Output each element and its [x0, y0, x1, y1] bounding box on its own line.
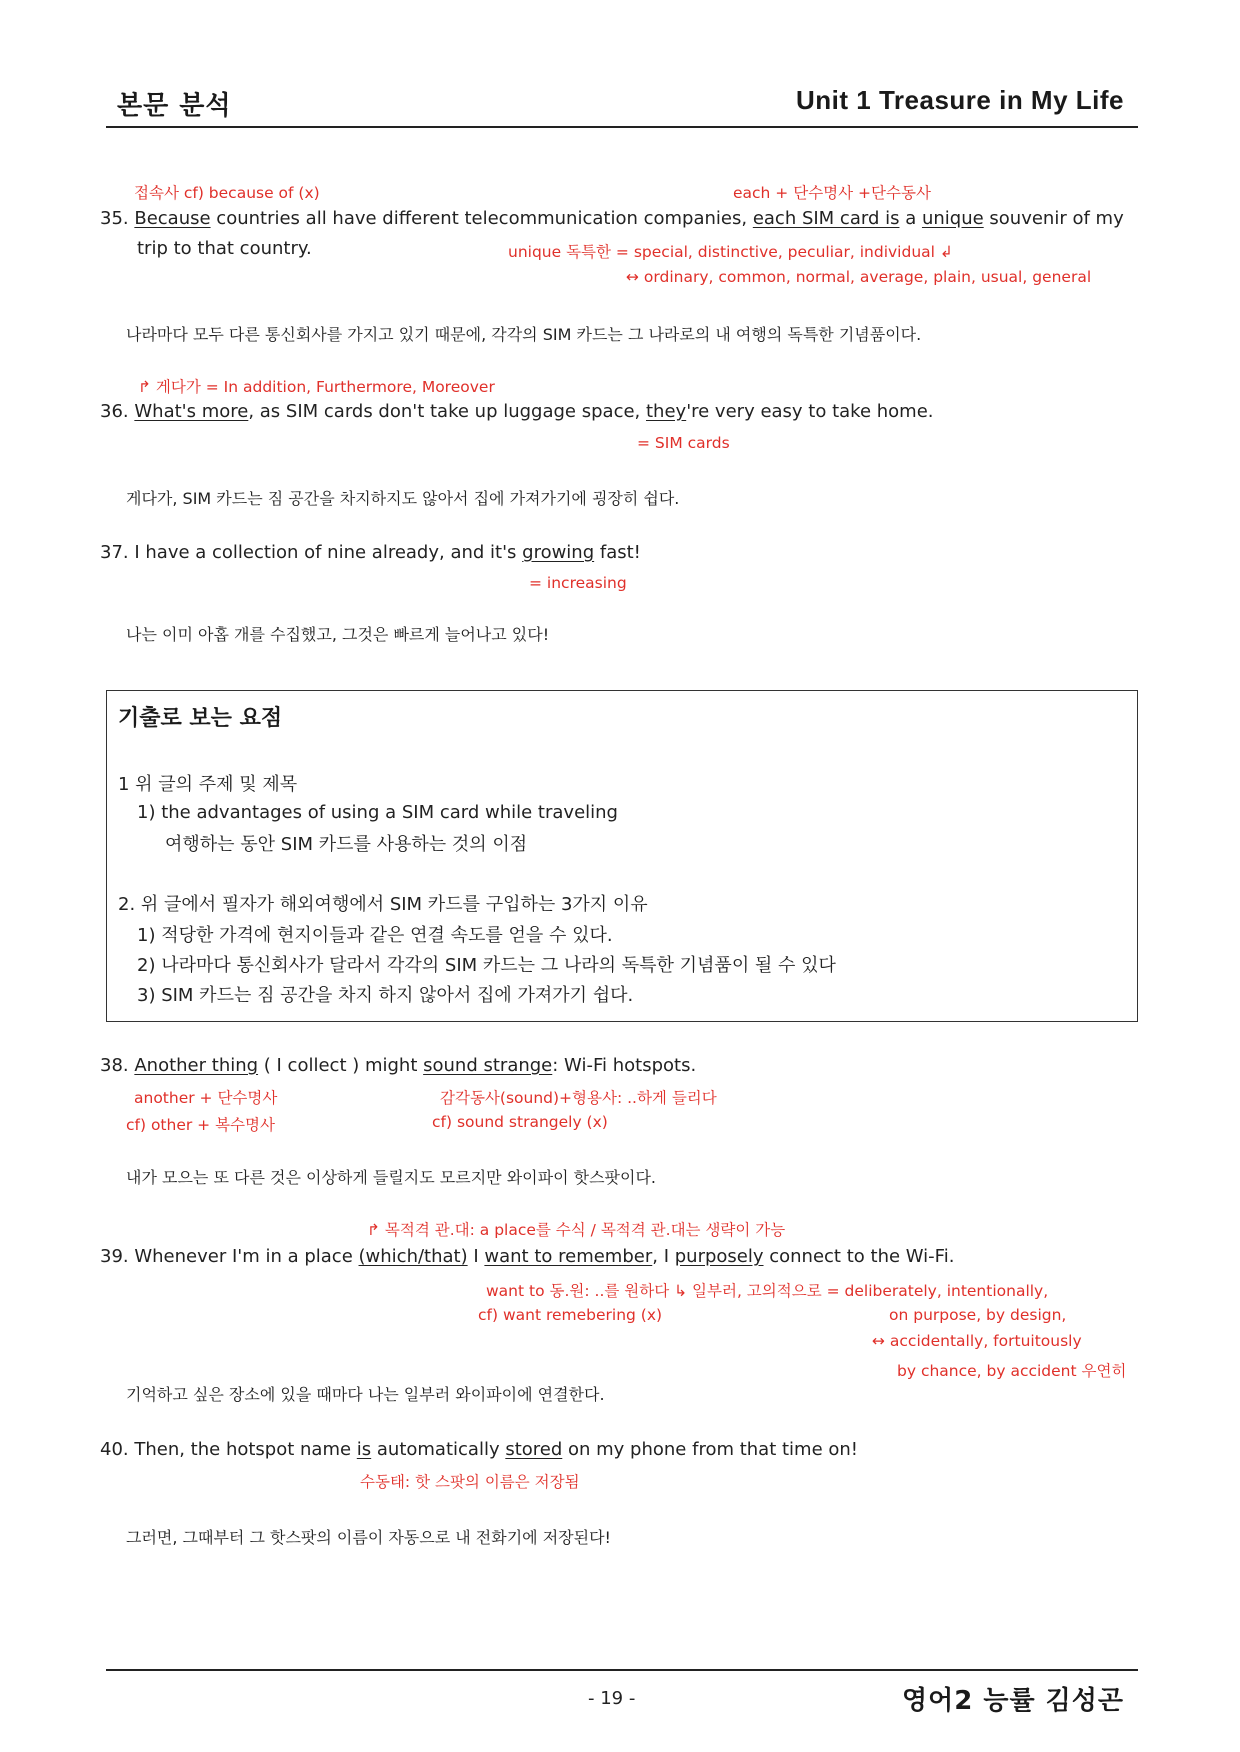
underlined-word: growing	[522, 542, 595, 563]
footer-rule	[106, 1669, 1138, 1671]
s39-translation: 기억하고 싶은 장소에 있을 때마다 나는 일부러 와이파이에 연결한다.	[126, 1385, 605, 1404]
sentence-text: fast!	[594, 542, 641, 563]
s36-translation: 게다가, SIM 카드는 짐 공간을 차지하지도 않아서 집에 가져가기에 굉장히 쉽다.	[126, 489, 680, 508]
s38-annotation-sense-verb: 감각동사(sound)+형용사: ..하게 들리다	[440, 1089, 717, 1107]
s35-annotation-each: each + 단수명사 +단수동사	[733, 184, 931, 202]
s35-annotation-antonyms: ↔ ordinary, common, normal, average, plain, usual, general	[626, 268, 1092, 286]
sentence-number: 38.	[100, 1055, 135, 1076]
sentence-text: , I	[652, 1246, 675, 1267]
sentence-35	[100, 208, 1124, 229]
sentence-36	[100, 401, 934, 422]
underlined-word: each SIM card is	[752, 208, 900, 229]
s36-annotation-they: = SIM cards	[637, 434, 730, 452]
underlined-word: purposely	[674, 1246, 764, 1267]
s38-annotation-sound-strangely: cf) sound strangely (x)	[432, 1113, 608, 1131]
s39-annotation-relative: ↱ 목적격 관.대: a place를 수식 / 목적격 관.대는 생략이 가능	[367, 1221, 786, 1239]
sentence-text: automatically	[371, 1439, 506, 1460]
s38-annotation-another: another + 단수명사	[134, 1089, 278, 1107]
sentence-number: 39. Whenever I'm in a place	[100, 1246, 359, 1267]
header-left-title: 본문 분석	[117, 91, 232, 121]
underlined-word: unique	[921, 208, 984, 229]
s39-annotation-want-remembering: cf) want remebering (x)	[478, 1306, 663, 1324]
sentence-text: I	[467, 1246, 485, 1267]
key-point-1-translation: 여행하는 동안 SIM 카드를 사용하는 것의 이점	[165, 834, 528, 855]
sentence-text: countries all have different telecommunication companies,	[210, 208, 753, 229]
underlined-word: is	[356, 1439, 372, 1460]
underlined-word: want to remember	[484, 1246, 653, 1267]
key-point-2-reason-3: 3) SIM 카드는 짐 공간을 차지 하지 않아서 집에 가져가기 쉽다.	[137, 985, 634, 1006]
sentence-text: 're very easy to take home.	[686, 401, 934, 422]
s39-annotation-accidentally: ↔ accidentally, fortuitously	[872, 1332, 1082, 1350]
key-point-2-question: 2. 위 글에서 필자가 해외여행에서 SIM 카드를 구입하는 3가지 이유	[118, 894, 648, 915]
sentence-number: 35.	[100, 208, 135, 229]
sentence-text: : Wi-Fi hotspots.	[552, 1055, 697, 1076]
underlined-word: What's more	[134, 401, 249, 422]
sentence-35-line2: trip to that country.	[137, 238, 312, 259]
key-point-2-reason-1: 1) 적당한 가격에 현지이들과 같은 연결 속도를 얻을 수 있다.	[137, 925, 613, 946]
sentence-39	[100, 1246, 954, 1267]
sentence-38	[100, 1055, 696, 1076]
s40-translation: 그러면, 그때부터 그 핫스팟의 이름이 자동으로 내 전화기에 저장된다!	[126, 1528, 611, 1547]
key-point-2-reason-2: 2) 나라마다 통신회사가 달라서 각각의 SIM 카드는 그 나라의 독특한 기념품이 될 수 있다	[137, 955, 836, 976]
sentence-text: souvenir of my	[983, 208, 1124, 229]
underlined-word: they	[645, 401, 687, 422]
s39-annotation-by-chance: by chance, by accident 우연히	[897, 1362, 1127, 1380]
header-unit-title: Unit 1 Treasure in My Life	[796, 85, 1124, 115]
sentence-text: , as SIM cards don't take up luggage space,	[248, 401, 646, 422]
s35-annotation-conjunction: 접속사 cf) because of (x)	[134, 184, 320, 202]
sentence-number: 36.	[100, 401, 135, 422]
s38-translation: 내가 모으는 또 다른 것은 이상하게 들릴지도 모르지만 와이파이 핫스팟이다.	[126, 1168, 656, 1187]
key-point-1-question: 1 위 글의 주제 및 제목	[118, 774, 298, 795]
sentence-text: 37. I have a collection of nine already, and it's	[100, 542, 523, 563]
s35-annotation-unique: unique 독특한 = special, distinctive, peculiar, individual ↲	[508, 243, 953, 261]
page-number: - 19 -	[588, 1688, 636, 1709]
underlined-word: (which/that)	[358, 1246, 468, 1267]
underlined-word: stored	[505, 1439, 563, 1460]
underlined-word: sound strange	[423, 1055, 553, 1076]
s39-annotation-on-purpose: on purpose, by design,	[889, 1306, 1067, 1324]
s37-annotation-growing: = increasing	[529, 574, 627, 592]
s36-annotation-whats-more: ↱ 게다가 = In addition, Furthermore, Moreover	[138, 378, 495, 396]
underlined-word: Because	[134, 208, 211, 229]
key-points-title: 기출로 보는 요점	[118, 706, 283, 731]
underlined-word: Another thing	[134, 1055, 259, 1076]
sentence-text: 40. Then, the hotspot name	[100, 1439, 357, 1460]
s37-translation: 나는 이미 아홉 개를 수집했고, 그것은 빠르게 늘어나고 있다!	[126, 625, 550, 644]
sentence-37	[100, 542, 641, 563]
key-point-1-answer: 1) the advantages of using a SIM card while traveling	[137, 802, 618, 823]
s39-annotation-want-to: want to 동.원: ..를 원하다 ↳ 일부러, 고의적으로 = deliberately, intentionally,	[486, 1282, 1049, 1300]
sentence-40	[100, 1439, 858, 1460]
sentence-text: on my phone from that time on!	[562, 1439, 859, 1460]
footer-author: 영어2 능률 김성곤	[901, 1686, 1124, 1716]
sentence-text: connect to the Wi-Fi.	[763, 1246, 955, 1267]
sentence-text: ( I collect ) might	[258, 1055, 424, 1076]
s35-translation: 나라마다 모두 다른 통신회사를 가지고 있기 때문에, 각각의 SIM 카드는 그 나라로의 내 여행의 독특한 기념품이다.	[126, 325, 922, 344]
header-rule	[106, 126, 1138, 128]
s38-annotation-other: cf) other + 복수명사	[126, 1116, 275, 1134]
s40-annotation-passive: 수동태: 핫 스팟의 이름은 저장됨	[360, 1473, 580, 1491]
sentence-text: a	[899, 208, 922, 229]
